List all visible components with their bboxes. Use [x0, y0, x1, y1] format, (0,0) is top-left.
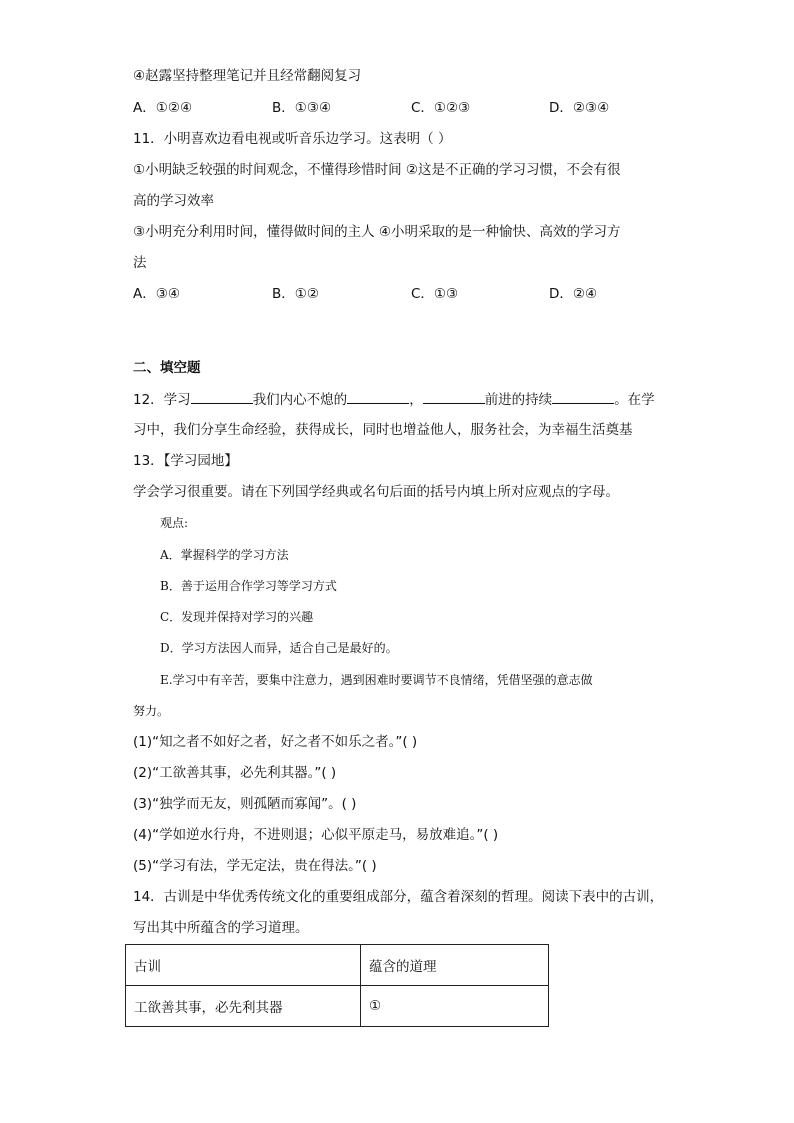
q14-table [125, 944, 549, 1027]
q13-intro: 学会学习很重要。请在下列国学经典或名句后面的括号内填上所对应观点的字母。 [133, 484, 619, 500]
table-header-cell: 古训 [126, 945, 361, 986]
q12-text-3: ， [409, 392, 423, 408]
q13-viewpoint-b: B．善于运用合作学习等学习方式 [160, 579, 337, 593]
q13-viewpoint-label: 观点: [160, 516, 189, 530]
q14-stem-line-1: 14．古训是中华优秀传统文化的重要组成部分，蕴含着深刻的哲理。阅读下表中的古训， [133, 889, 664, 905]
q13-viewpoint-a: A．掌握科学的学习方法 [160, 548, 289, 562]
q12-line-2: 习中，我们分享生命经验，获得成长，同时也增益他人，服务社会，为幸福生活奠基 [133, 422, 633, 438]
q13-viewpoint-e: E.学习中有辛苦，要集中注意力，遇到困难时要调节不良情绪，凭借坚强的意志做 [160, 673, 593, 687]
q12-text-2: 我们内心不熄的 [252, 392, 348, 408]
q11-statement-line-4: 法 [133, 255, 147, 271]
q11-statement-line-3: ③小明充分利用时间，懂得做时间的主人 ④小明采取的是一种愉快、高效的学习方 [133, 224, 621, 240]
table-cell: 工欲善其事，必先利其器 [126, 986, 361, 1027]
q12-text-1: 12．学习 [133, 392, 191, 408]
q11-statement-line-1: ①小明缺乏较强的时间观念，不懂得珍惜时间 ②这是不正确的学习习惯，不会有很 [133, 162, 621, 178]
q11-option-a[interactable]: A．③④ [133, 286, 180, 302]
q12-blank-4[interactable] [552, 389, 614, 404]
q12-text-5: 。在学 [614, 392, 655, 408]
q12-line-1 [133, 389, 655, 410]
q11-option-b[interactable]: B．①② [272, 286, 319, 302]
q13-quote-5[interactable]: (5)“学习有法，学无定法，贵在得法。”( ) [133, 858, 377, 874]
table-header-cell: 蕴含的道理 [361, 945, 549, 986]
q10-option-d[interactable]: D．②③④ [549, 100, 610, 116]
q13-viewpoint-c: C．发现并保持对学习的兴趣 [160, 610, 314, 624]
q12-blank-3[interactable] [423, 389, 485, 404]
q13-quote-3[interactable]: (3)“独学而无友，则孤陋而寡闻”。( ) [133, 796, 357, 812]
q10-item-4: ④赵露坚持整理笔记并且经常翻阅复习 [133, 68, 362, 84]
q10-option-c[interactable]: C．①②③ [411, 100, 471, 116]
q13-viewpoint-e-continued: 努力。 [133, 704, 170, 718]
q11-statement-line-2: 高的学习效率 [133, 193, 214, 209]
q12-blank-1[interactable] [191, 389, 253, 404]
q11-option-d[interactable]: D．②④ [549, 286, 598, 302]
q10-options [133, 98, 693, 118]
q12-text-4: 前进的持续 [484, 392, 553, 408]
table-header-row [126, 945, 549, 986]
q11-options [133, 284, 693, 304]
q10-option-b[interactable]: B．①③④ [272, 100, 332, 116]
q13-quote-1[interactable]: (1)“知之者不如好之者，好之者不如乐之者。”( ) [133, 734, 418, 750]
q12-blank-2[interactable] [347, 389, 409, 404]
table-answer-cell[interactable]: ① [361, 986, 549, 1027]
q10-option-a[interactable]: A．①②④ [133, 100, 193, 116]
table-row [126, 986, 549, 1027]
section-title-fill-in: 二、填空题 [133, 360, 201, 376]
q11-stem: 11．小明喜欢边看电视或听音乐边学习。这表明（ ） [133, 131, 452, 147]
q11-option-c[interactable]: C．①③ [411, 286, 459, 302]
q13-viewpoint-d: D．学习方法因人而异，适合自己是最好的。 [160, 641, 398, 655]
q13-title: 13．【学习园地】 [133, 453, 238, 469]
q13-quote-4[interactable]: (4)“学如逆水行舟，不进则退；心似平原走马，易放难追。”( ) [133, 827, 499, 843]
q14-stem-line-2: 写出其中所蕴含的学习道理。 [133, 920, 309, 936]
q13-quote-2[interactable]: (2)“工欲善其事，必先利其器。”( ) [133, 765, 337, 781]
